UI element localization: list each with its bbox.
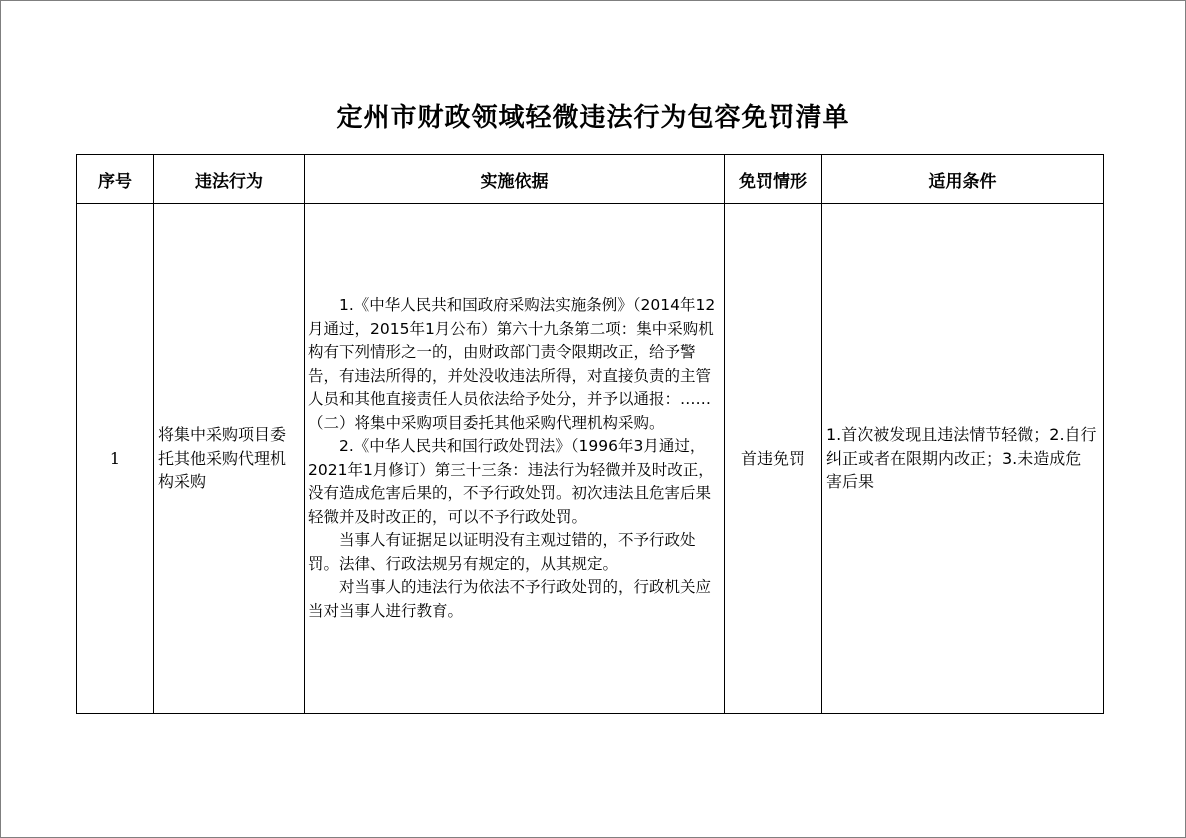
basis-paragraph-1: 1.《中华人民共和国政府采购法实施条例》（2014年12月通过，2015年1月公布）第六十九条第二项：集中采购机构有下列情形之一的，由财政部门责令限期改正，给予警告，有违法所得的，并处没收违法所得，对直接负责的主管人员和其他直接责任人员依法给予处分，并予以通报：……（二）将集中采购项目委托其他采购代理机构采购。 [308, 296, 716, 432]
basis-paragraph-3: 当事人有证据足以证明没有主观过错的，不予行政处罚。法律、行政法规另有规定的，从其规定。 [308, 531, 696, 573]
table-row [77, 204, 1104, 714]
header-no: 序号 [77, 155, 154, 204]
header-conditions: 适用条件 [822, 155, 1104, 204]
cell-no: 1 [77, 204, 154, 714]
basis-paragraph-4: 对当事人的违法行为依法不予行政处罚的，行政机关应当对当事人进行教育。 [308, 578, 712, 620]
basis-paragraph-2: 2.《中华人民共和国行政处罚法》（1996年3月通过，2021年1月修订）第三十三条：违法行为轻微并及时改正，没有造成危害后果的，不予行政处罚。初次违法且危害后果轻微并及时改正的，可以不予行政处罚。 [308, 437, 714, 526]
header-exempt-type: 免罚情形 [725, 155, 822, 204]
cell-behavior: 将集中采购项目委托其他采购代理机构采购 [154, 204, 305, 714]
document-title: 定州市财政领域轻微违法行为包容免罚清单 [336, 103, 850, 133]
header-basis: 实施依据 [305, 155, 725, 204]
header-behavior: 违法行为 [154, 155, 305, 204]
penalty-exemption-table [76, 154, 1104, 714]
cell-basis [305, 204, 725, 714]
cell-exempt-type: 首违免罚 [725, 204, 822, 714]
cell-conditions: 1.首次被发现且违法情节轻微；2.自行纠正或者在限期内改正；3.未造成危害后果 [822, 204, 1104, 714]
table-header-row [77, 155, 1104, 204]
